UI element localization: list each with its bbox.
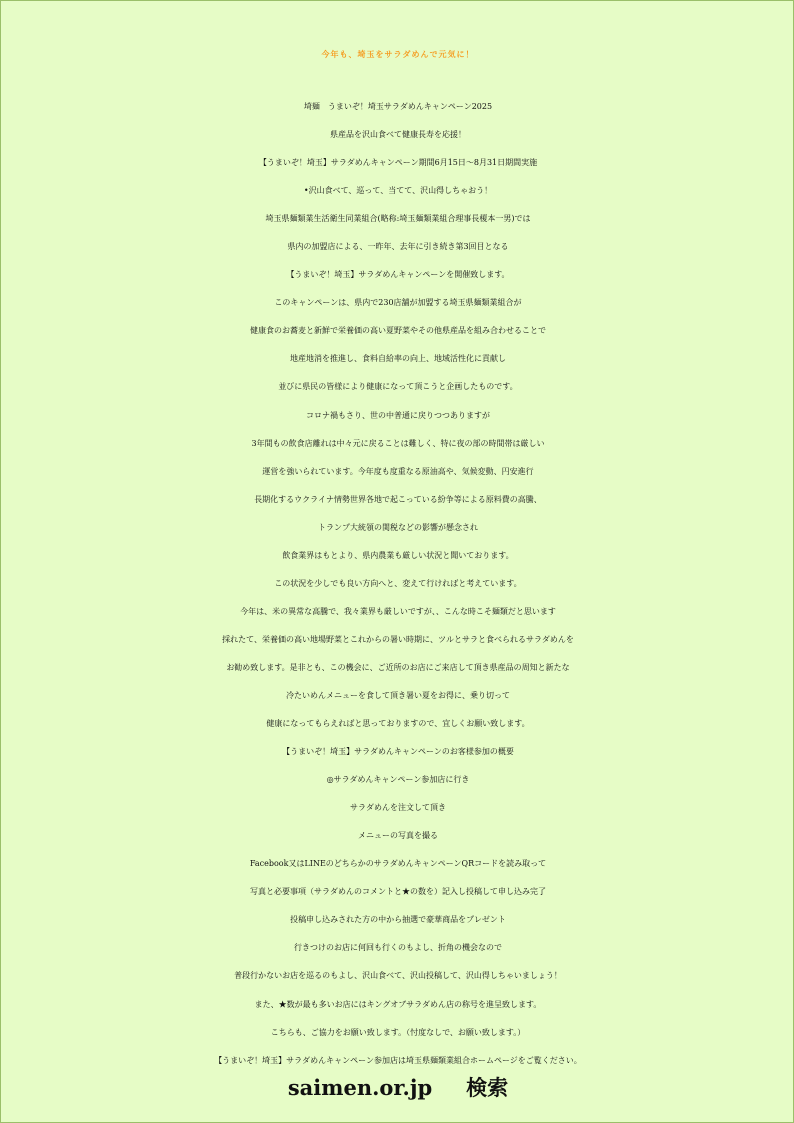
body-line: 健康になってもらえればと思っておりますので、宜しくお願い致します。 xyxy=(266,719,530,729)
body-line: 埼麺 うまいぞ！埼玉サラダめんキャンペーン2025 xyxy=(303,102,493,111)
body-line: 【うまいぞ！埼玉】サラダめんキャンペーンを開催致します。 xyxy=(286,270,510,280)
body-line: このキャンペーンは、県内で230店舗が加盟する埼玉県麺類業組合が xyxy=(274,298,522,308)
body-line: サラダめんを注文して頂き xyxy=(350,803,446,813)
page-title: 今年も、埼玉をサラダめんで元気に！ xyxy=(321,50,475,59)
body-line: こちらも、ご協力をお願い致します。（忖度なしで、お願い致します。） xyxy=(270,1027,526,1037)
body-line: 飲食業界はもとより、県内農業も厳しい状況と聞いております。 xyxy=(282,550,514,560)
body-line: メニューの写真を撮る xyxy=(358,831,438,841)
body-line: 行きつけのお店に何回も行くのもよし、折角の機会なので xyxy=(294,943,502,953)
site-url: saimen.or.jp xyxy=(287,1075,433,1100)
body-line: 県産品を沢山食べて健康長寿を応援！ xyxy=(330,130,466,140)
search-label: 検索 xyxy=(466,1075,509,1100)
body-line: 【うまいぞ！埼玉】サラダめんキャンペーンのお客様参加の概要 xyxy=(282,747,514,757)
body-line: コロナ禍もさり、世の中普通に戻りつつありますが xyxy=(306,410,490,420)
body-line: 【うまいぞ！埼玉】サラダめんキャンペーン期間6月15日～8月31日期間実施 xyxy=(258,158,538,168)
body-line: Facebook又はLINEのどちらかのサラダめんキャンペーンQRコードを読み取って xyxy=(249,859,547,869)
body-line: 採れたて、栄養価の高い地場野菜とこれからの暑い時期に、ツルとサラと食べられるサラダめんを xyxy=(222,634,574,644)
body-line: 投稿申し込みされた方の中から抽選で豪華商品をプレゼント xyxy=(290,915,506,925)
body-line: 運営を強いられています。今年度も度重なる原油高や、気候変動、円安進行 xyxy=(262,466,534,476)
body-line: この状況を少しでも良い方向へと、変えて行ければと考えています。 xyxy=(274,578,522,588)
body-line: また、★数が最も多いお店にはキングオブサラダめん店の称号を進呈致します。 xyxy=(254,999,542,1009)
body-line: 写真と必要事項（サラダめんのコメントと★の数を）記入し投稿して申し込み完了 xyxy=(250,887,546,897)
body-line: 埼玉県麺類業生活衛生同業組合(略称:埼玉麺類業組合理事長榎本一男)では xyxy=(265,214,531,224)
body-line: 並びに県民の皆様により健康になって頂こうと企画したものです。 xyxy=(278,382,518,392)
body-line: 県内の加盟店による、一昨年、去年に引き続き第3回目となる xyxy=(287,242,509,252)
body-line: 健康食のお蕎麦と新鮮で栄養価の高い夏野菜やその他県産品を組み合わせることで xyxy=(250,326,546,336)
body-line: 今年は、米の異常な高騰で、我々業界も厳しいですが、、こんな時こそ麺類だと思います xyxy=(240,606,556,616)
body-line: トランプ大統領の関税などの影響が懸念され xyxy=(318,522,478,532)
body-line: 地産地消を推進し、食料自給率の向上、地域活性化に貢献し xyxy=(290,354,506,364)
footer-search xyxy=(1,1071,794,1105)
body-line: 【うまいぞ！埼玉】サラダめんキャンペーン参加店は埼玉県麺類業組合ホームページをご覧ください。 xyxy=(214,1055,582,1065)
body-line: 普段行かないお店を巡るのもよし、沢山食べて、沢山投稿して、沢山得しちゃいましょう！ xyxy=(234,971,562,981)
body-line: 長期化するウクライナ情勢世界各地で起こっている紛争等による原料費の高騰、 xyxy=(254,494,542,504)
body-text xyxy=(1,93,794,1075)
body-line: 冷たいめんメニューを食して頂き暑い夏をお得に、乗り切って xyxy=(286,690,510,700)
body-line: お勧め致します。是非とも、この機会に、ご近所のお店にご来店して頂き県産品の周知と新たな xyxy=(226,662,570,672)
body-line: ◎サラダめんキャンペーン参加店に行き xyxy=(326,775,470,785)
body-line: 3年間もの飲食店離れは中々元に戻ることは難しく、特に夜の部の時間帯は厳しい xyxy=(251,438,545,448)
body-line: •沢山食べて、巡って、当てて、沢山得しちゃおう！ xyxy=(303,186,493,196)
